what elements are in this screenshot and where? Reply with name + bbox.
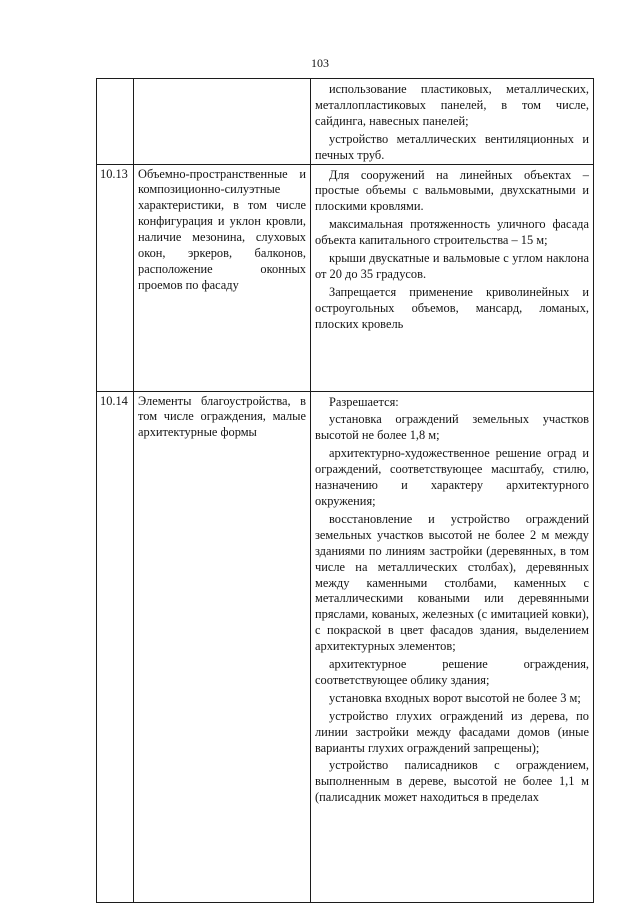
paragraph: архитектурно-художественное решение оград и ограждений, соответствующее масштабу, стилю, назначению и характеру архитектурного окружения;	[315, 446, 589, 508]
page-number: 103	[311, 56, 329, 70]
row-name-cell	[134, 79, 311, 165]
row-name: Объемно-пространственные и композиционно-силуэтные характеристики, в том числе конфигурация и уклон кровли, наличие мезонина, слуховых окон, эркеров, балконов, расположение оконных проемов по фасаду	[138, 166, 306, 292]
row-text-cell	[311, 164, 594, 391]
paragraph: Для сооружений на линейных объектах – простые объемы с вальмовыми, двухскатными и плоскими кровлями.	[315, 167, 589, 214]
paragraph: установка входных ворот высотой не более 3 м;	[329, 690, 581, 705]
table-row	[97, 391, 594, 902]
paragraph: использование пластиковых, металлических, металлопластиковых панелей, в том числе, сайдинга, навесных панелей;	[315, 82, 589, 128]
paragraph: восстановление и устройство ограждений земельных участков высотой не более 2 м между зданиями по линиям застройки (деревянных, в том числе на металлических столбах), деревянных между каменными столбами, каменных с металлическими коваными или деревянными пряслами, кованых, железных (с имитацией ковки), с покраской в цвет фасадов здания, выделением архитектурных элементов;	[315, 511, 589, 654]
paragraph: устройство металлических вентиляционных и печных труб.	[315, 131, 589, 162]
paragraph: устройство палисадников с ограждением, выполненным в дереве, высотой не более 1,1 м (палисадник может находиться в пределах	[315, 758, 589, 805]
row-name	[138, 79, 306, 81]
paragraph: архитектурное решение ограждения, соответствующее облику здания;	[315, 657, 589, 687]
paragraph: Запрещается применение криволинейных и остроугольных объемов, мансард, ломаных, плоских кровель	[315, 284, 589, 331]
row-name: Элементы благоустройства, в том числе ограждения, малые архитектурные формы	[138, 393, 306, 440]
row-text-cell	[311, 391, 594, 902]
paragraph: крыши двускатные и вальмовые с углом наклона от 20 до 35 градусов.	[315, 251, 589, 281]
paragraph: максимальная протяженность уличного фасада объекта капитального строительства – 15 м;	[315, 217, 589, 248]
row-number	[100, 79, 130, 81]
paragraph: установка ограждений земельных участков высотой не более 1,8 м;	[315, 412, 589, 443]
row-name-cell	[134, 164, 311, 391]
row-number: 10.13	[100, 166, 128, 181]
regulations-table	[96, 78, 594, 903]
row-text-cell	[311, 79, 594, 165]
paragraph: Разрешается:	[329, 394, 399, 409]
paragraph: устройство глухих ограждений из дерева, по линии застройки между фасадами домов (иные варианты глухих ограждений запрещены);	[315, 708, 589, 755]
row-name-cell	[134, 391, 311, 902]
row-number-cell	[97, 79, 134, 165]
table-row	[97, 79, 594, 165]
table-row	[97, 164, 594, 391]
row-number-cell	[97, 391, 134, 902]
row-number-cell	[97, 164, 134, 391]
row-number: 10.14	[100, 393, 128, 408]
